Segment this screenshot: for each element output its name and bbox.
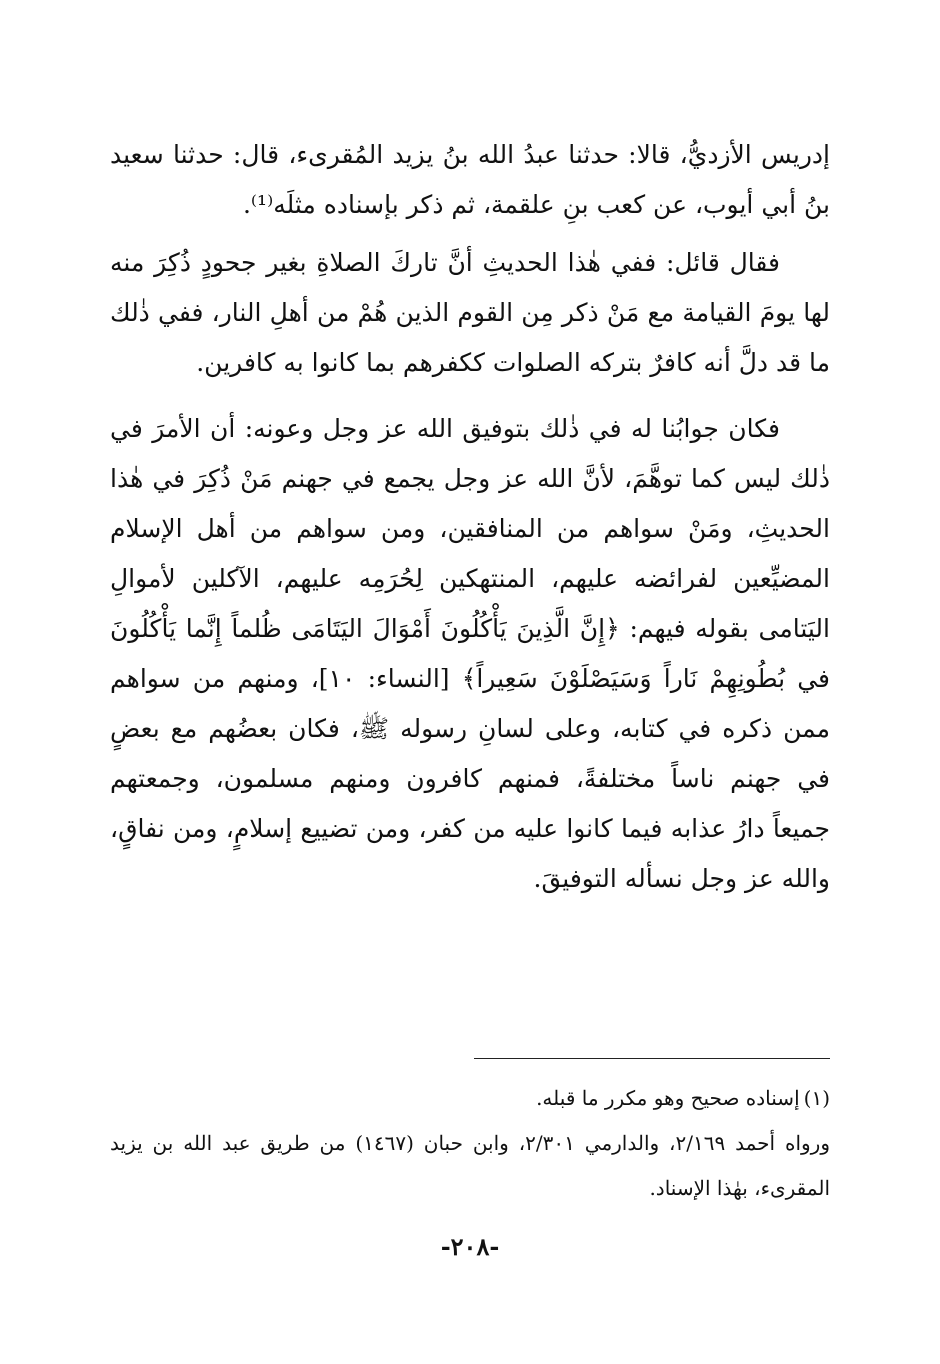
footnote-divider [474, 1058, 830, 1059]
footnote-number: (١) [803, 1086, 830, 1110]
page-number: -٢٠٨- [440, 1232, 500, 1261]
main-text [110, 130, 830, 904]
footnotes [110, 1076, 830, 1211]
footnote-1 [110, 1076, 830, 1121]
footnote-text: ورواه أحمد ٢/١٦٩، والدارمي ٢/٣٠١، وابن حبان (١٤٦٧) من طريق عبد الله بن يزيد المقرىء، بهٰذا الإسناد. [110, 1131, 830, 1200]
paragraph-2: فقال قائل: ففي هٰذا الحديثِ أنَّ تاركَ الصلاةِ بغير جحودٍ ذُكِرَ منه لها يومَ القيامة مع مَنْ ذكر مِن القوم الذين هُمْ من أهلِ النار، ففي ذٰلك ما قد دلَّ أنه كافرٌ بتركه الصلوات ككفرهم بما كانوا به كافرين. [110, 248, 830, 377]
paragraph-1: إدريس الأزديُّ، قالا: حدثنا عبدُ الله بنُ يزيد المُقرىء، قال: حدثنا سعيد بنُ أبي أيوب، عن كعب بنِ علقمة، ثم ذكر بإسناده مثلَه⁽¹⁾. [110, 140, 830, 219]
paragraph-3: فكان جوابُنا له في ذٰلك بتوفيق الله عز وجل وعونه: أن الأمرَ في ذٰلك ليس كما توهَّمَ، لأنَّ الله عز وجل يجمع في جهنم مَنْ ذُكِرَ في هٰذا الحديثِ، ومَنْ سواهم من المنافقين، ومن سواهم من أهل الإسلام المضيِّعين لفرائضه عليهم، المنتهكين لِحُرَمِه عليهم، الآكلين لأموالِ اليَتامى بقوله فيهم: ﴿إِنَّ الَّذِينَ يَأْكُلُونَ أَمْوَالَ اليَتَامَى ظُلماً إِنَّما يَأْكُلُونَ في بُطُونِهِمْ نَاراً وَسَيَصْلَوْنَ سَعِيراً﴾ [النساء: ١٠]، ومنهم من سواهم ممن ذكره في كتابه، وعلى لسانِ رسوله ﷺ، فكان بعضُهم مع بعضٍ في جهنم ناساً مختلفةً، فمنهم كافرون ومنهم مسلمون، وجمعتهم جميعاً دارُ عذابه فيما كانوا عليه من كفر، ومن تضييع إسلامٍ، ومن نفاقٍ، والله عز وجل نسأله التوفيقَ. [110, 414, 830, 893]
footnote-text: إسناده صحيح وهو مكرر ما قبله. [536, 1086, 800, 1110]
footnote-2 [110, 1121, 830, 1211]
